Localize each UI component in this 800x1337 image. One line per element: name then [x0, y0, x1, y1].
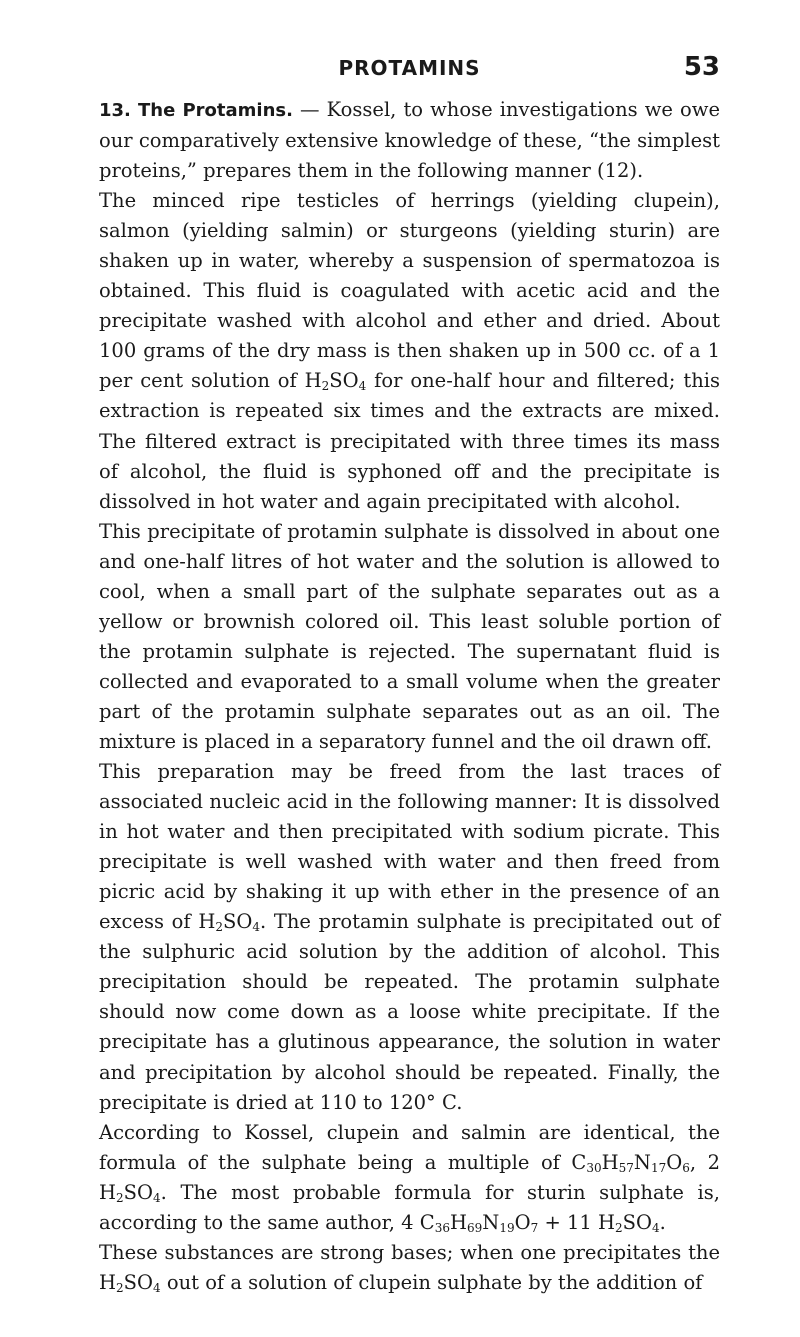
paragraph-1: [99, 95, 720, 186]
paragraph-text: for one-half hour and filtered; this extraction is repeated six times and the extracts are mixed. The filtered extract is precipitated with three times its mass of alcohol, the fluid is syphoned off and the precipitate is dissolved in hot water and again precipitated with alcohol.: [99, 369, 720, 513]
paragraph-5: [99, 1118, 720, 1238]
chemical-formula: $H_2SO_4$: [304, 369, 367, 394]
paragraph-text: — Kossel, to whose investigations we owe our comparatively extensive knowledge of these, “the simplest proteins,” prepares them in the following manner (12).: [99, 98, 720, 183]
paragraph-text: This preparation may be freed from the last traces of associated nucleic acid in the following manner: It is dissolved in hot water and then precipitated with sodium picrate. This precipitate is well washed with water and then freed from picric acid by shaking it up with ether in the presence of an excess of: [99, 760, 720, 934]
paragraph-text: This precipitate of protamin sulphate is dissolved in about one and one-half litres of hot water and the solution is allowed to cool, when a small part of the sulphate separates out as a yellow or brownish colored oil. This least soluble portion of the protamin sulphate is rejected. The supernatant fluid is collected and evaporated to a small volume when the greater part of the protamin sulphate separates out as an oil. The mixture is placed in a separatory funnel and the oil drawn off.: [99, 519, 720, 753]
chemical-formula: $H_2SO_4$: [99, 1180, 161, 1205]
paragraph-text: + 11: [538, 1210, 598, 1234]
paragraph-text: .: [659, 1210, 666, 1234]
chemical-formula: $H_2SO_4$: [99, 1270, 161, 1295]
paragraph-text: . The most probable formula for sturin sulphate is, according to the same author, 4: [99, 1180, 720, 1234]
running-head: [99, 52, 720, 86]
paragraph-2: [99, 186, 720, 517]
chemical-formula: $H_2SO_4$: [598, 1210, 660, 1235]
paragraph-text: These substances are strong bases; when one precipitates the: [99, 1240, 720, 1264]
running-title: PROTAMINS: [338, 56, 481, 80]
body-text: [99, 95, 720, 1298]
chemical-formula: $H_2SO_4$: [198, 910, 260, 935]
paragraph-text: , 2: [689, 1150, 720, 1174]
paragraph-text: The minced ripe testicles of herrings (yielding clupein), salmon (yielding salmin) or sturgeons (yielding sturin) are shaken up in water, whereby a suspension of spermatozoa is obtained. This fluid is coagulated with acetic acid and the precipitate washed with alcohol and ether and dried. About 100 grams of the dry mass is then shaken up in 500 cc. of a 1 per cent solution of: [99, 189, 720, 393]
paragraph-6: [99, 1238, 720, 1298]
section-heading: 13. The Protamins.: [99, 100, 293, 121]
paragraph-text: According to Kossel, clupein and salmin are identical, the formula of the sulphate being a multiple of: [99, 1120, 720, 1174]
page-number: 53: [683, 52, 720, 82]
paragraph-3: [99, 517, 720, 757]
paragraph-4: [99, 757, 720, 1118]
paragraph-text: out of a solution of clupein sulphate by the addition of: [160, 1270, 703, 1294]
chemical-formula: $C_{36}H_{69}N_{19}O_7$: [419, 1210, 539, 1235]
chemical-formula: $C_{30}H_{57}N_{17}O_6$: [571, 1150, 690, 1175]
paragraph-text: . The protamin sulphate is precipitated out of the sulphuric acid solution by the addition of alcohol. This precipitation should be repeated. The protamin sulphate should now come down as a loose white precipitate. If the precipitate has a glutinous appearance, the solution in water and precipitation by alcohol should be repeated. Finally, the precipitate is dried at 110 to 120° C.: [99, 910, 720, 1114]
